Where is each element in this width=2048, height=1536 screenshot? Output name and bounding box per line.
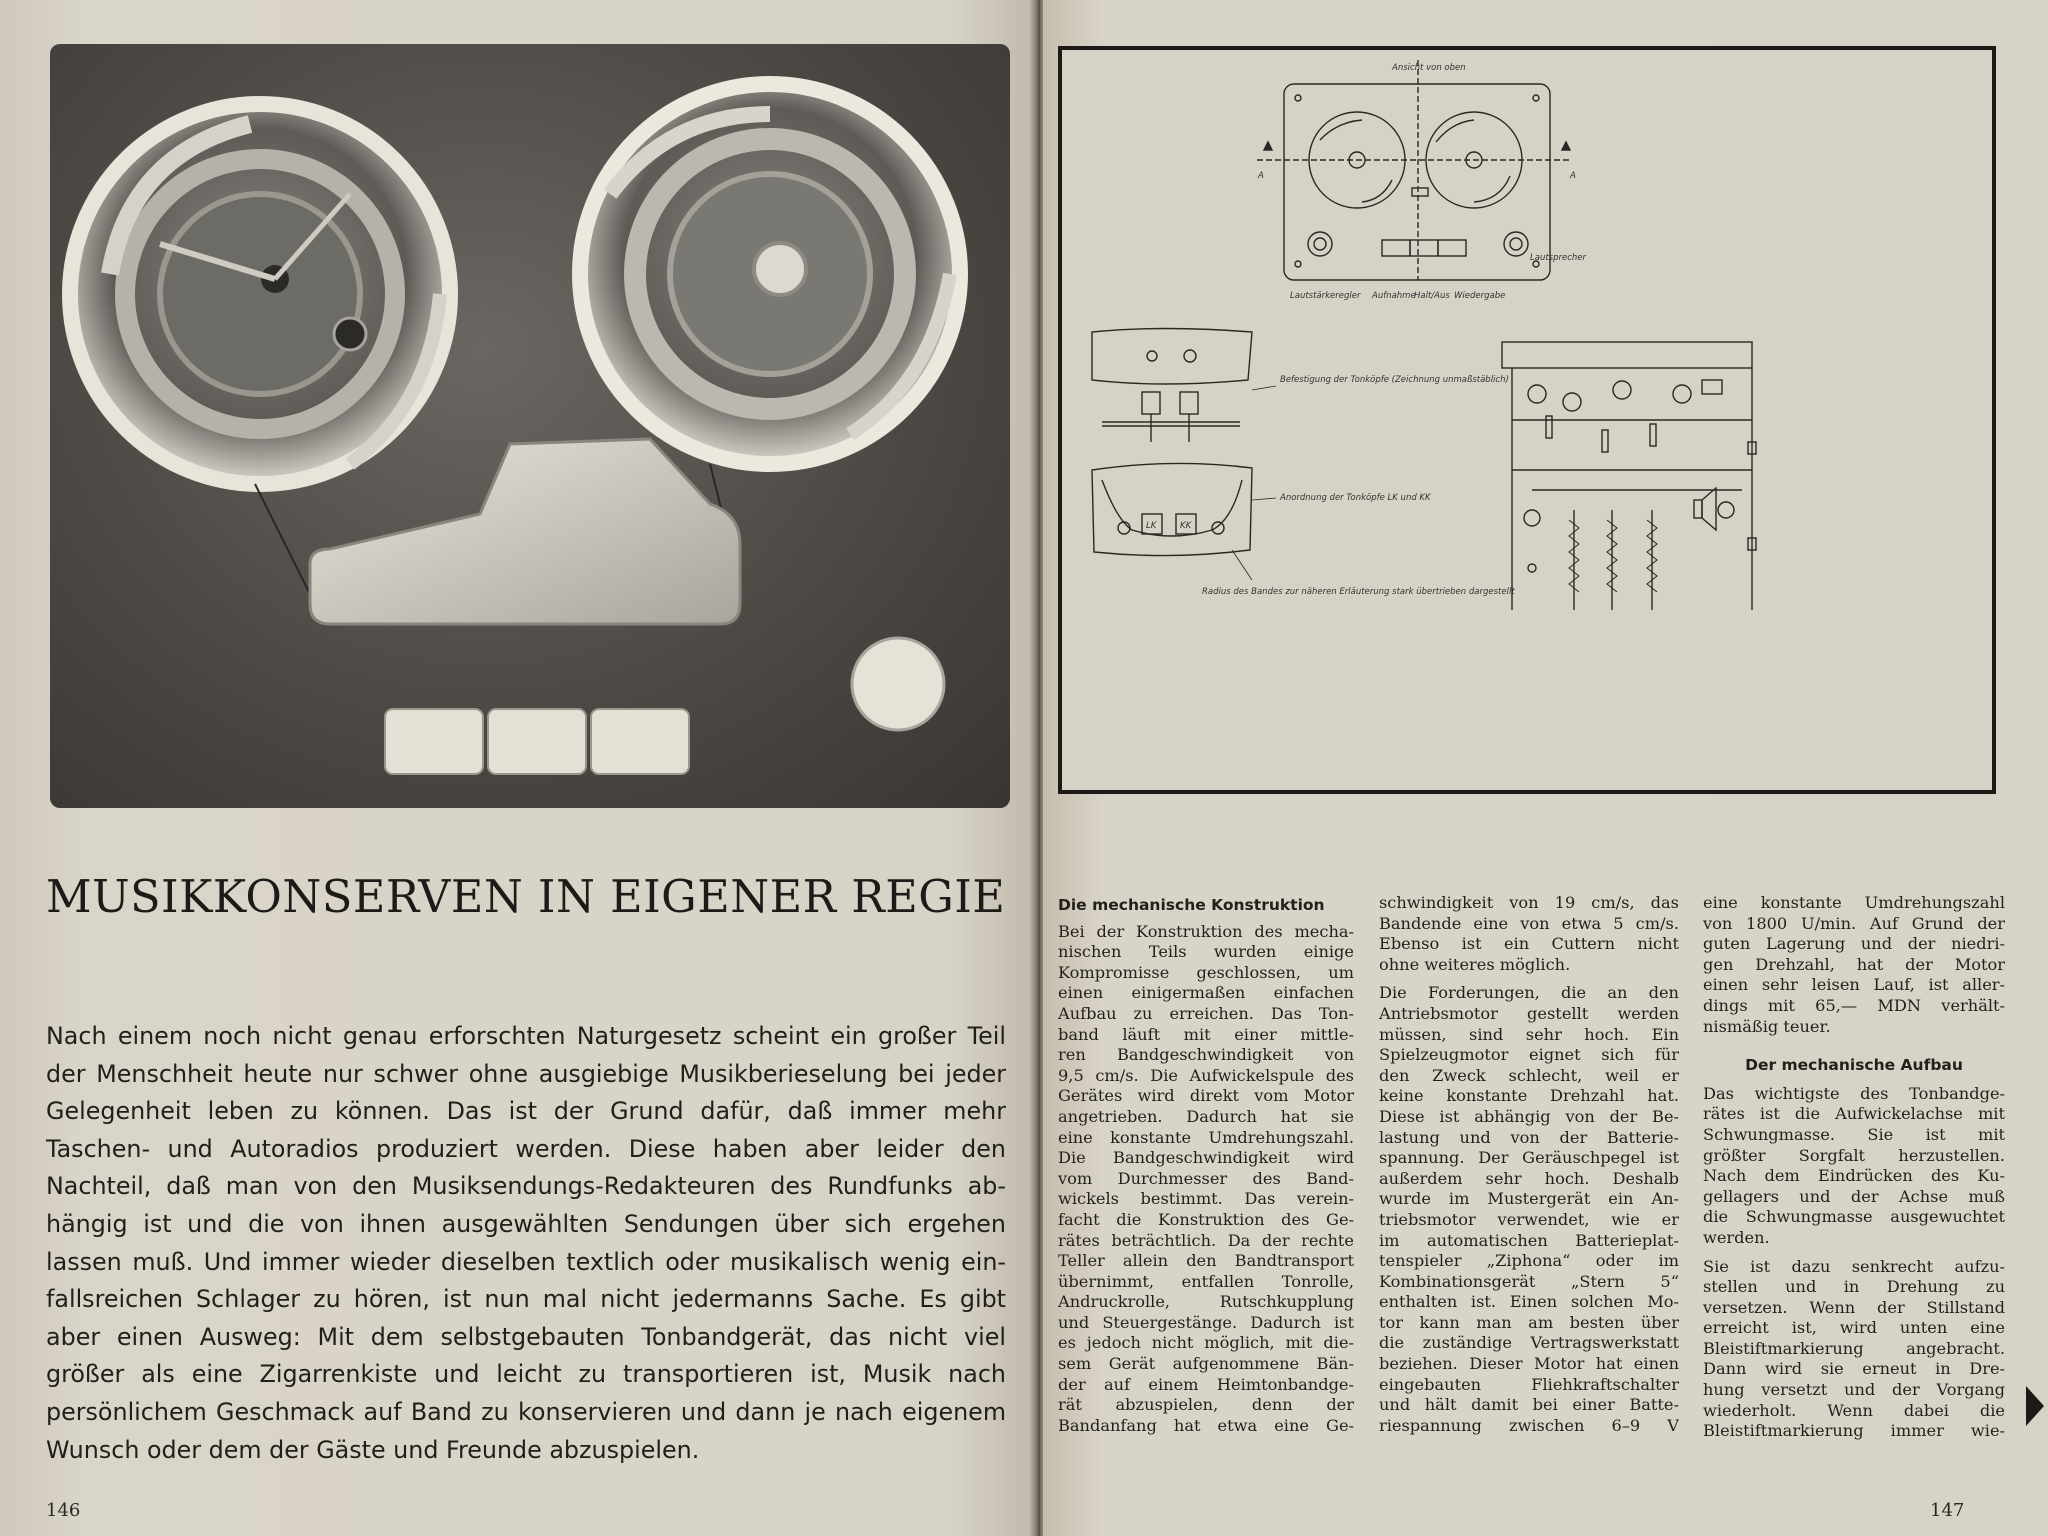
- body-line: Das wichtigste des Tonbandge-: [1703, 1083, 2005, 1103]
- body-line: eingebauten Fliehkraftschalter: [1379, 1374, 1679, 1394]
- body-line: vom Durchmesser des Band-: [1058, 1168, 1354, 1188]
- body-line: Aufbau zu erreichen. Das Ton-: [1058, 1003, 1354, 1023]
- body-line: stellen und in Drehung zu: [1703, 1277, 2005, 1297]
- column-2: [1379, 893, 1679, 1436]
- body-line: größter Sorgfalt herzustellen.: [1703, 1145, 2005, 1165]
- lead-line: persönlichem Geschmack auf Band zu konservieren und dann je nach eigenem: [46, 1397, 1006, 1426]
- body-line: Kompromisse geschlossen, um: [1058, 962, 1354, 982]
- body-line: Antriebsmotor gestellt werden: [1379, 1003, 1679, 1023]
- column-1: [1058, 896, 1354, 1436]
- body-line: enthalten ist. Einen solchen Mo-: [1379, 1292, 1679, 1312]
- label-btn-record: Aufnahme: [1372, 291, 1416, 301]
- body-line: 9,5 cm/s. Die Aufwickelspule des: [1058, 1065, 1354, 1085]
- body-line: Bandanfang hat etwa eine Ge-: [1058, 1415, 1354, 1435]
- body-line: angetrieben. Dadurch hat sie: [1058, 1106, 1354, 1126]
- body-line: riespannung zwischen 6–9 V: [1379, 1415, 1679, 1435]
- body-line: Die Forderungen, die an den: [1379, 983, 1679, 1003]
- body-line: Bei der Konstruktion des mecha-: [1058, 921, 1354, 941]
- body-line: Spielzeugmotor eignet sich für: [1379, 1045, 1679, 1065]
- body-line: wiederholt. Wenn dabei die: [1703, 1400, 2005, 1420]
- body-line: einen sehr leisen Lauf, ist aller-: [1703, 975, 2005, 995]
- body-line: Bandende eine von etwa 5 cm/s.: [1379, 913, 1679, 933]
- lead-line: Gelegenheit leben zu können. Das ist der Grund dafür, daß immer mehr: [46, 1097, 1006, 1126]
- body-line: Gerätes wird direkt vom Motor: [1058, 1086, 1354, 1106]
- body-line: im automatischen Batterieplat-: [1379, 1230, 1679, 1250]
- body-line: lastung und von der Batterie-: [1379, 1127, 1679, 1147]
- body-line: facht die Konstruktion des Ge-: [1058, 1209, 1354, 1229]
- body-line: Bleistiftmarkierung angebracht.: [1703, 1338, 2005, 1358]
- body-line: spannung. Der Geräuschpegel ist: [1379, 1148, 1679, 1168]
- body-line: werden.: [1703, 1227, 1770, 1247]
- label-btn-stop: Halt/Aus: [1414, 291, 1450, 301]
- body-line: gen Drehzahl, hat der Motor: [1703, 954, 2005, 974]
- label-speaker: Lautsprecher: [1530, 253, 1586, 263]
- lead-line: hängig ist und die von ihnen ausgewählten Sendungen über sich ergehen: [46, 1209, 1006, 1238]
- body-line: tor kann man am besten über: [1379, 1312, 1679, 1332]
- column-3: [1703, 893, 2005, 1442]
- label-btn-play: Wiedergabe: [1454, 291, 1506, 301]
- section-heading-mechanical-assembly: Der mechanische Aufbau: [1745, 1056, 1963, 1075]
- body-line: nismäßig teuer.: [1703, 1016, 1831, 1036]
- body-line: schwindigkeit von 19 cm/s, das: [1379, 893, 1679, 912]
- body-line: eine konstante Umdrehungszahl.: [1058, 1127, 1354, 1147]
- lead-paragraph: [46, 1018, 1006, 1469]
- article-headline: MUSIKKONSERVEN IN EIGENER REGIE: [46, 872, 1006, 923]
- body-line: und hält damit bei einer Batte-: [1379, 1395, 1679, 1415]
- section-heading-mechanical-construction: Die mechanische Konstruktion: [1058, 896, 1325, 914]
- label-head-mount: Befestigung der Tonköpfe (Zeichnung unmaßstäblich): [1280, 375, 1509, 385]
- body-line: Andruckrolle, Rutschkupplung: [1058, 1292, 1354, 1312]
- tape-recorder-photo: [50, 44, 1010, 808]
- lead-line: der Menschheit heute nur schwer ohne ausgiebige Musikberieselung bei jeder: [46, 1059, 1006, 1088]
- lead-line: Nach einem noch nicht genau erforschten Naturgesetz scheint ein großer Teil: [46, 1022, 1006, 1050]
- body-line: es jedoch nicht möglich, mit die-: [1058, 1333, 1354, 1353]
- body-line: und Steuergestänge. Dadurch ist: [1058, 1312, 1354, 1332]
- body-line: die Schwungmasse ausgewuchtet: [1703, 1207, 2005, 1227]
- body-line: versetzen. Wenn der Stillstand: [1703, 1297, 2005, 1317]
- body-line: Bleistiftmarkierung immer wie-: [1703, 1421, 2005, 1441]
- body-line: hung versetzt und der Vorgang: [1703, 1380, 2005, 1400]
- body-line: beziehen. Dieser Motor hat einen: [1379, 1354, 1679, 1374]
- body-line: Diese ist abhängig von der Be-: [1379, 1106, 1679, 1126]
- lead-line: aber einen Ausweg: Mit dem selbstgebauten Tonbandgerät, das nicht viel: [46, 1322, 1006, 1351]
- body-line: dings mit 65,— MDN verhält-: [1703, 995, 2005, 1015]
- continue-arrow-icon: [2026, 1386, 2044, 1426]
- lead-line: Taschen- und Autoradios produziert werden. Diese haben aber leider den: [46, 1134, 1006, 1163]
- body-line: Dann wird sie erneut in Dre-: [1703, 1359, 2005, 1379]
- body-line: wickels bestimmt. Das verein-: [1058, 1189, 1354, 1209]
- body-line: Nach dem Eindrücken des Ku-: [1703, 1166, 2005, 1186]
- body-line: keine konstante Drehzahl hat.: [1379, 1086, 1679, 1106]
- body-line: rätes ist die Aufwickelachse mit: [1703, 1104, 2005, 1124]
- body-line: rät abzuspielen, denn der: [1058, 1395, 1354, 1415]
- body-line: Sie ist dazu senkrecht aufzu-: [1703, 1256, 2005, 1276]
- body-line: tenspieler „Ziphona“ oder im: [1379, 1251, 1679, 1271]
- body-line: Schwungmasse. Sie ist mit: [1703, 1124, 2005, 1144]
- label-head-arrangement: Anordnung der Tonköpfe LK und KK: [1280, 493, 1431, 503]
- body-line: band läuft mit einer mittle-: [1058, 1024, 1354, 1044]
- label-section-a-right: A: [1570, 171, 1576, 181]
- body-line: ohne weiteres möglich.: [1379, 954, 1571, 974]
- body-line: Die Bandgeschwindigkeit wird: [1058, 1148, 1354, 1168]
- body-line: übernimmt, entfallen Tonrolle,: [1058, 1271, 1354, 1291]
- page-number-left: 146: [46, 1500, 81, 1521]
- body-line: gellagers und der Achse muß: [1703, 1186, 2005, 1206]
- label-volume: Lautstärkeregler: [1290, 291, 1361, 301]
- body-line: eine konstante Umdrehungszahl: [1703, 893, 2005, 912]
- lead-line: lassen muß. Und immer wieder dieselben textlich oder musikalisch wenig ein-: [46, 1247, 1006, 1276]
- body-line: außerdem sehr hoch. Deshalb: [1379, 1168, 1679, 1188]
- body-line: der auf einem Heimtonbandge-: [1058, 1374, 1354, 1394]
- body-line: Kombinationsgerät „Stern 5“: [1379, 1271, 1679, 1291]
- body-line: guten Lagerung und der niedri-: [1703, 934, 2005, 954]
- label-head-lk: LK: [1146, 521, 1157, 531]
- body-line: müssen, sind sehr hoch. Ein: [1379, 1024, 1679, 1044]
- body-line: nischen Teils wurden einige: [1058, 942, 1354, 962]
- body-line: die zuständige Vertragswerkstatt: [1379, 1333, 1679, 1353]
- label-top-view: Ansicht von oben: [1392, 63, 1466, 73]
- body-line: rätes beträchtlich. Da der rechte: [1058, 1230, 1354, 1250]
- body-line: den Zweck schlecht, weil er: [1379, 1065, 1679, 1085]
- body-line: erreicht ist, wird unten eine: [1703, 1318, 2005, 1338]
- lead-line: Nachteil, daß man von den Musiksendungs-Redakteuren des Rundfunks ab-: [46, 1172, 1006, 1201]
- body-line: ren Bandgeschwindigkeit von: [1058, 1045, 1354, 1065]
- label-head-kk: KK: [1180, 521, 1192, 531]
- label-section-a-left: A: [1258, 171, 1264, 181]
- body-line: sem Gerät aufgenommene Bän-: [1058, 1354, 1354, 1374]
- body-line: wurde im Mustergerät ein An-: [1379, 1189, 1679, 1209]
- body-line: Ebenso ist ein Cuttern nicht: [1379, 934, 1679, 954]
- body-line: von 1800 U/min. Auf Grund der: [1703, 913, 2005, 933]
- technical-diagram: [1058, 46, 1996, 794]
- body-line: triebsmotor verwendet, wie er: [1379, 1209, 1679, 1229]
- lead-line: größer als eine Zigarrenkiste und leicht zu transportieren ist, Musik nach: [46, 1360, 1006, 1389]
- body-line: Teller allein den Bandtransport: [1058, 1251, 1354, 1271]
- page-number-right: 147: [1930, 1500, 1965, 1521]
- lead-line: Wunsch oder dem der Gäste und Freunde abzuspielen.: [46, 1435, 700, 1464]
- label-tape-note: Radius des Bandes zur näheren Erläuterung stark übertrieben dargestellt: [1202, 587, 1515, 597]
- body-line: einen einigermaßen einfachen: [1058, 983, 1354, 1003]
- lead-line: fallsreichen Schlager zu hören, ist nun mal nicht jedermanns Sache. Es gibt: [46, 1285, 1006, 1314]
